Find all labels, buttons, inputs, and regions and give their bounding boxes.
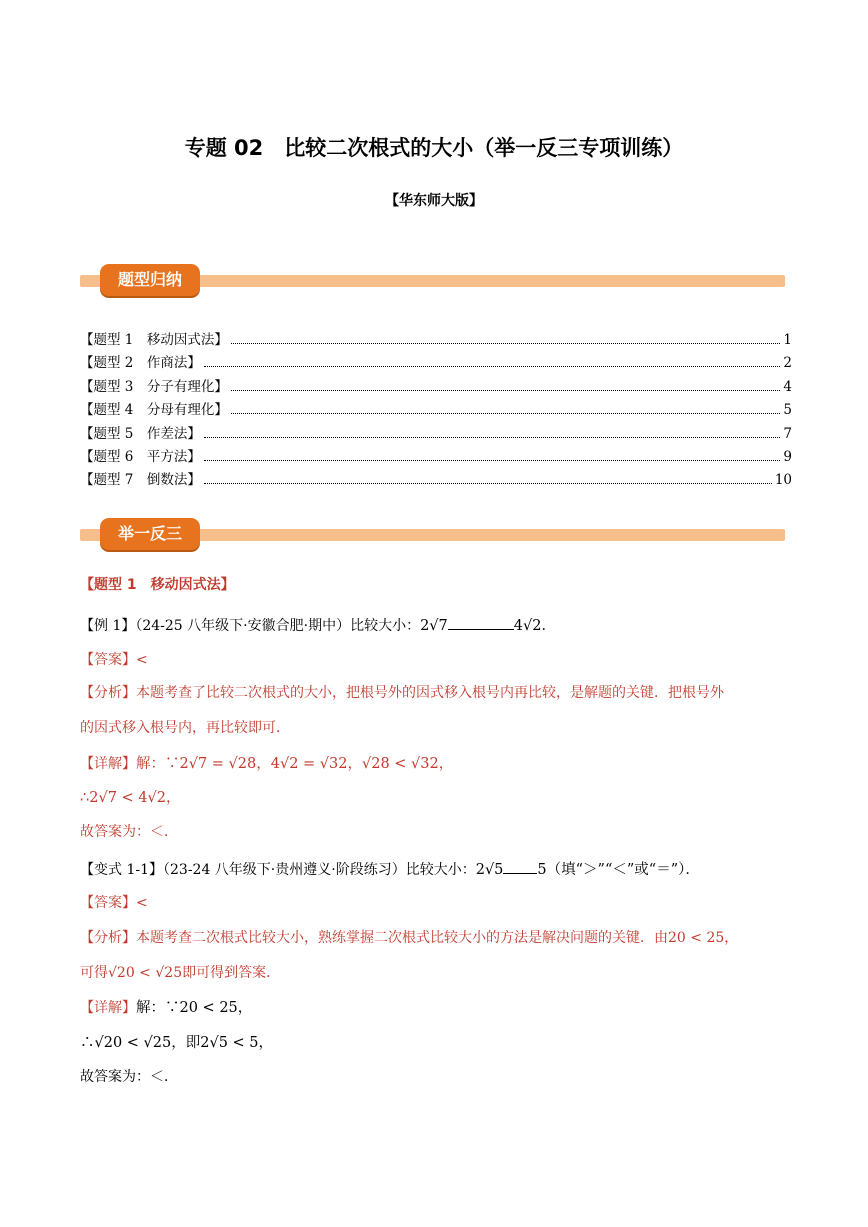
toc-item-page: 10: [774, 472, 792, 489]
toc-item-label: 【题型 5 作差法】: [80, 425, 201, 442]
answer-blank: [503, 873, 537, 874]
toc-item[interactable]: [80, 351, 792, 374]
toc-item[interactable]: [80, 422, 792, 445]
variant-source: （23-24 八年级下·贵州遵义·阶段练习）比较大小：: [163, 862, 476, 878]
variant-detail-line: ∴√20 < √25，即2√5 < 5，: [80, 1035, 274, 1051]
answer-value: <: [136, 895, 148, 911]
detail-tag: 【详解】: [80, 1000, 136, 1016]
toc-item-label: 【题型 7 倒数法】: [80, 472, 201, 489]
answer-value: <: [136, 652, 148, 668]
toc-item-label: 【题型 4 分母有理化】: [80, 402, 228, 419]
analysis-tag: 【分析】: [80, 685, 136, 701]
example-conclusion: 故答案为：＜．: [80, 824, 178, 840]
answer-blank: [448, 629, 514, 630]
toc-item-label: 【题型 2 作商法】: [80, 355, 201, 372]
section-badge-types: 题型归纳: [100, 264, 200, 296]
example-source: （24-25 八年级下·安徽合肥·期中）比较大小：: [135, 618, 421, 634]
analysis-tag: 【分析】: [80, 930, 136, 946]
example-analysis-line: 的因式移入根号内，再比较即可．: [80, 720, 290, 736]
detail-text: 解：∵20 < 25，: [136, 1000, 253, 1016]
answer-tag: 【答案】: [80, 652, 136, 668]
toc-item[interactable]: [80, 375, 792, 398]
variant-detail-line: [80, 996, 252, 1017]
toc-item[interactable]: [80, 328, 792, 351]
edition-label: 【华东师大版】: [385, 193, 483, 209]
toc-leader: [231, 412, 781, 414]
toc-leader: [204, 459, 781, 461]
toc-item-page: 9: [783, 448, 792, 465]
variant-question: [80, 858, 700, 879]
variant-analysis-line: 可得√20 < √25即可得到答案．: [80, 965, 281, 981]
example-answer: [80, 649, 148, 669]
section-badge-examples: 举一反三: [100, 518, 200, 550]
analysis-text: 本题考查了比较二次根式的大小，把根号外的因式移入根号内再比较，是解题的关键．把根号外: [136, 685, 724, 701]
toc-item-page: 4: [783, 378, 792, 395]
toc-item[interactable]: [80, 468, 792, 491]
toc-item-page: 2: [783, 355, 792, 372]
example-detail-line: ∴2√7 < 4√2，: [80, 790, 181, 806]
page-title: 专题 02 比较二次根式的大小（举一反三专项训练）: [184, 136, 684, 160]
toc-leader: [231, 389, 781, 391]
analysis-text: 本题考查二次根式比较大小，熟练掌握二次根式比较大小的方法是解决问题的关键．由20 < 25，: [136, 930, 739, 946]
example-detail-line: [80, 752, 453, 773]
answer-tag: 【答案】: [80, 895, 136, 911]
variant-analysis-line: [80, 927, 738, 947]
detail-tag: 【详解】: [80, 756, 136, 772]
toc-item[interactable]: [80, 398, 792, 421]
example-tag: 【例 1】: [80, 618, 136, 634]
variant-expr-left: 2√5: [475, 862, 504, 878]
example-question: [80, 614, 556, 635]
variant-answer: [80, 892, 148, 912]
toc-item-page: 1: [783, 332, 792, 348]
toc-item-page: 5: [783, 402, 792, 419]
toc-leader: [204, 365, 781, 367]
toc-item-page: 7: [783, 425, 792, 442]
detail-text: 解：∵2√7 = √28，4√2 = √32，√28 < √32，: [136, 756, 454, 772]
type-heading: 【题型 1 移动因式法】: [80, 577, 235, 593]
toc-leader: [204, 482, 772, 484]
toc-item-label: 【题型 6 平方法】: [80, 448, 201, 465]
example-expr-right: 4√2．: [513, 618, 556, 634]
toc-item-label: 【题型 3 分子有理化】: [80, 378, 228, 395]
variant-tag: 【变式 1-1】: [80, 862, 163, 878]
example-analysis-line: [80, 682, 724, 702]
toc-leader: [231, 342, 781, 344]
toc-leader: [204, 436, 781, 438]
toc-item[interactable]: [80, 445, 792, 468]
table-of-contents: [80, 328, 792, 492]
variant-expr-right: 5（填“＞”“＜”或“＝”）．: [537, 862, 700, 878]
example-expr-left: 2√7: [420, 618, 448, 634]
toc-item-label: 【题型 1 移动因式法】: [80, 332, 228, 348]
variant-conclusion: 故答案为：＜．: [80, 1069, 178, 1085]
